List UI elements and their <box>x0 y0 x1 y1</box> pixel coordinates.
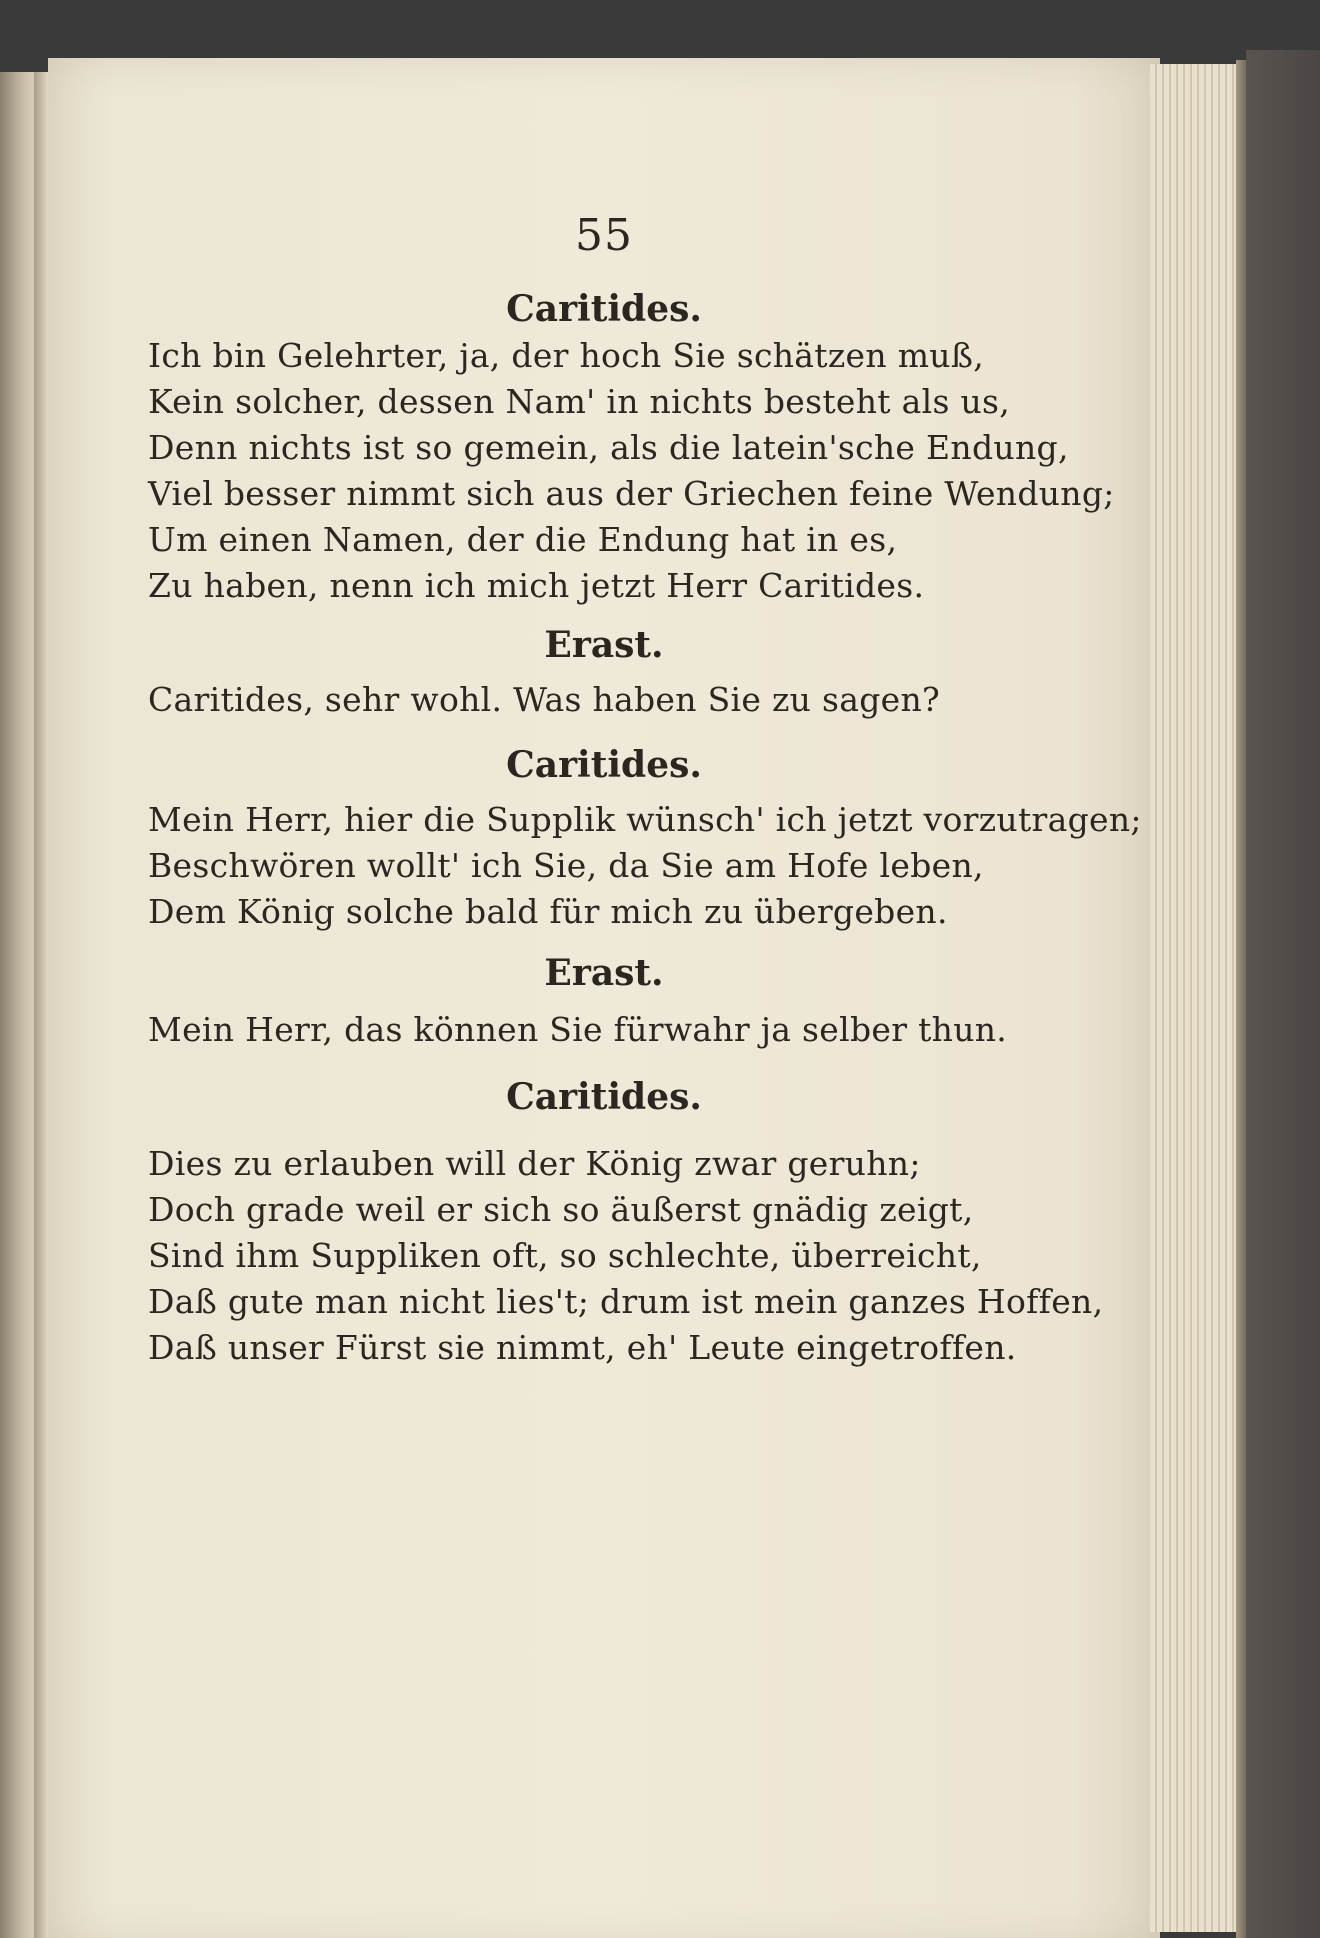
speaker-heading: Erast. <box>544 952 664 994</box>
left-page-edge <box>0 72 34 1938</box>
speaker-heading: Erast. <box>544 624 664 666</box>
speaker-heading: Caritides. <box>506 288 702 330</box>
verse-line: Mein Herr, hier die Supplik wünsch' ich jetzt vorzutragen; <box>148 800 1142 839</box>
verse-line: Denn nichts ist so gemein, als die latein'sche Endung, <box>148 428 1069 467</box>
book-cover-edge <box>1246 50 1320 1938</box>
page-text <box>48 58 1160 1938</box>
verse-line: Caritides, sehr wohl. Was haben Sie zu sagen? <box>148 680 941 719</box>
verse-line: Dies zu erlauben will der König zwar geruhn; <box>148 1144 921 1183</box>
verse-line: Dem König solche bald für mich zu übergeben. <box>148 892 948 931</box>
speaker-heading: Caritides. <box>506 1076 702 1118</box>
book-page <box>48 58 1160 1938</box>
verse-line: Um einen Namen, der die Endung hat in es, <box>148 520 898 559</box>
verse-line: Zu haben, nenn ich mich jetzt Herr Caritides. <box>148 566 925 605</box>
verse-line: Beschwören wollt' ich Sie, da Sie am Hofe leben, <box>148 846 984 885</box>
verse-line: Sind ihm Suppliken oft, so schlechte, überreicht, <box>148 1236 982 1275</box>
verse-line: Ich bin Gelehrter, ja, der hoch Sie schätzen muß, <box>148 336 984 375</box>
verse-line: Viel besser nimmt sich aus der Griechen feine Wendung; <box>148 474 1115 513</box>
verse-line: Mein Herr, das können Sie fürwahr ja selber thun. <box>148 1010 1008 1049</box>
verse-line: Daß unser Fürst sie nimmt, eh' Leute eingetroffen. <box>148 1328 1017 1367</box>
page-number: 55 <box>575 210 633 261</box>
verse-line: Doch grade weil er sich so äußerst gnädig zeigt, <box>148 1190 974 1229</box>
verse-line: Daß gute man nicht lies't; drum ist mein ganzes Hoffen, <box>148 1282 1104 1321</box>
speaker-heading: Caritides. <box>506 744 702 786</box>
page-block-edges <box>1150 64 1240 1932</box>
verse-line: Kein solcher, dessen Nam' in nichts besteht als us, <box>148 382 1011 421</box>
